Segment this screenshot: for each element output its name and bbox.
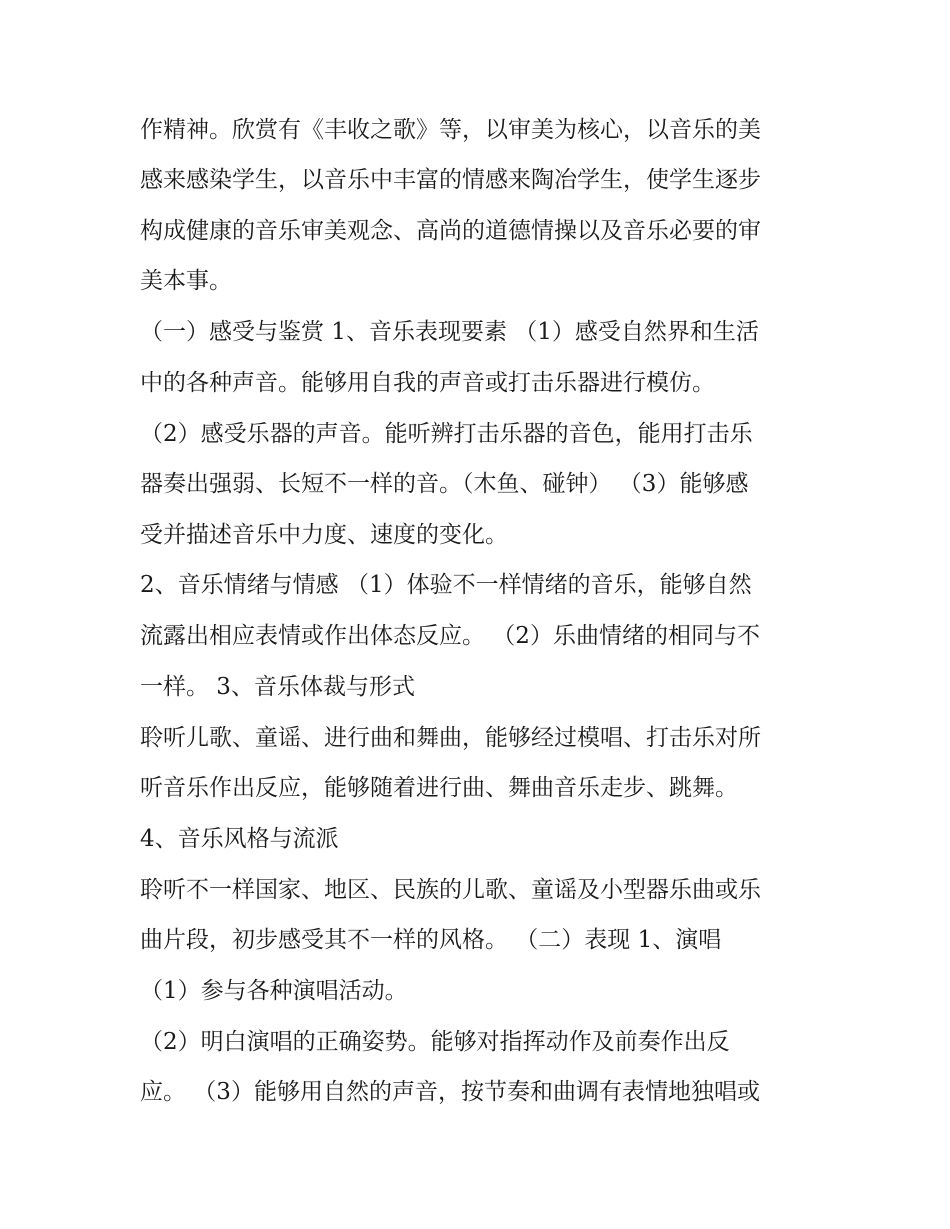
text-line: 受并描述音乐中力度、速度的变化。: [140, 522, 508, 548]
text-line: 美本事。: [140, 268, 232, 294]
text-line: 2、音乐情绪与情感 （1）体验不一样情绪的音乐，能够自然: [140, 572, 752, 598]
text-line: 一样。 3、音乐体裁与形式: [140, 674, 415, 700]
text-line: 感来感染学生，以音乐中丰富的情感来陶冶学生，使学生逐步: [140, 167, 761, 193]
text-line: 聆听不一样国家、地区、民族的儿歌、童谣及小型器乐曲或乐: [140, 877, 761, 903]
text-line: 器奏出强弱、长短不一样的音。（木鱼、碰钟） （3）能够感: [140, 471, 749, 497]
text-line: 应。 （3）能够用自然的声音，按节奏和曲调有表情地独唱或: [140, 1079, 760, 1105]
text-line: 流露出相应表情或作出体态反应。 （2）乐曲情绪的相同与不: [140, 623, 760, 649]
text-line: 曲片段，初步感受其不一样的风格。 （二）表现 1、演唱: [140, 927, 722, 953]
text-line: 中的各种声音。能够用自我的声音或打击乐器进行模仿。: [140, 370, 715, 396]
text-line: （2）明白演唱的正确姿势。能够对指挥动作及前奏作出反: [140, 1029, 730, 1055]
text-line: 听音乐作出反应，能够随着进行曲、舞曲音乐走步、跳舞。: [140, 775, 738, 801]
text-line: （1）参与各种演唱活动。: [140, 978, 408, 1004]
text-line: 构成健康的音乐审美观念、高尚的道德情操以及音乐必要的审: [140, 218, 761, 244]
text-line: 作精神。欣赏有《丰收之歌》等，以审美为核心，以音乐的美: [140, 117, 761, 143]
text-line: （一）感受与鉴赏 1、音乐表现要素 （1）感受自然界和生活: [140, 319, 759, 345]
text-line: 聆听儿歌、童谣、进行曲和舞曲，能够经过模唱、打击乐对所: [140, 725, 761, 751]
text-line: （2）感受乐器的声音。能听辨打击乐器的音色，能用打击乐: [140, 421, 753, 447]
text-line: 4、音乐风格与流派: [140, 826, 339, 852]
